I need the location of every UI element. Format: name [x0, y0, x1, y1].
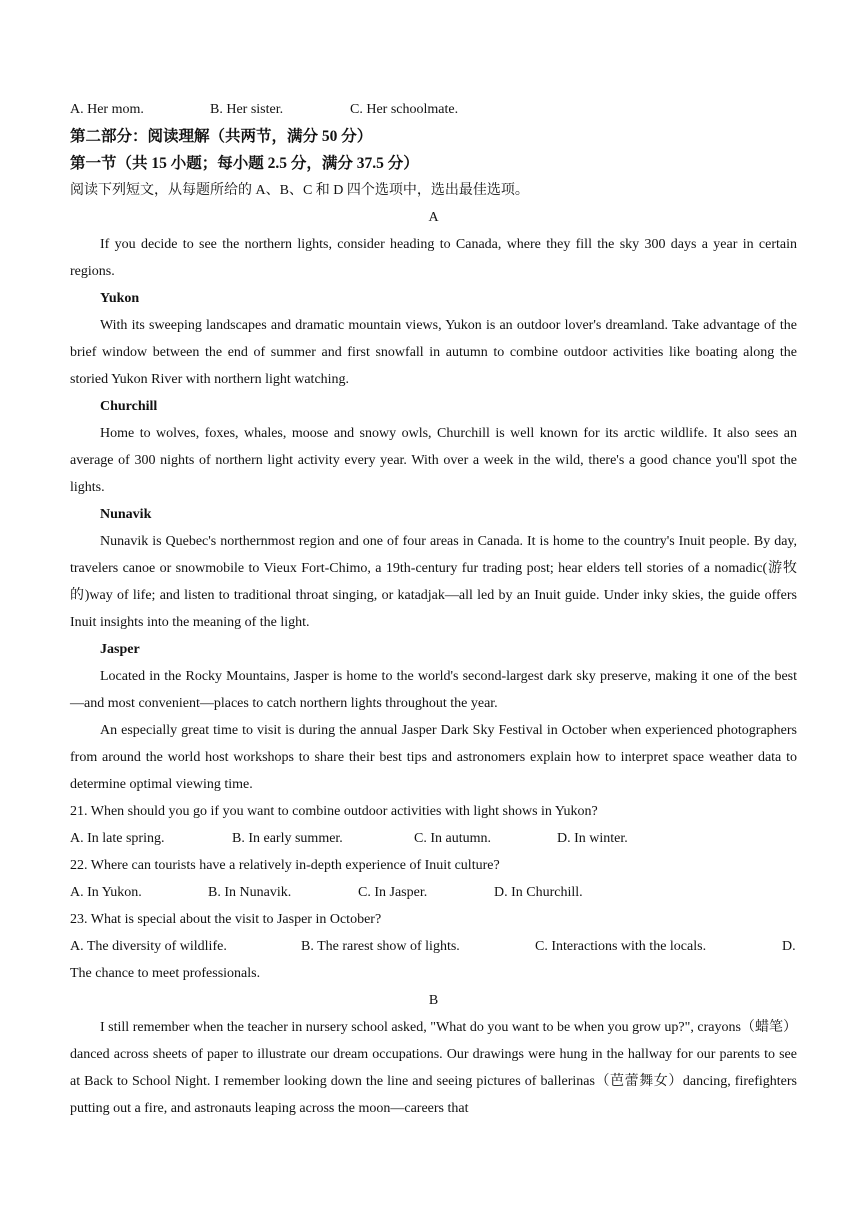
churchill-paragraph: Home to wolves, foxes, whales, moose and snowy owls, Churchill is well known for its arctic wildlife. It also sees an average of 300 nights of northern light activity every year. With over a week in the wild, there's a good chance you'll spot the lights. [70, 426, 797, 495]
previous-question-options [70, 96, 797, 123]
nunavik-paragraph: Nunavik is Quebec's northernmost region and one of four areas in Canada. It is home to the country's Inuit people. By day, travelers canoe or snowmobile to Vieux Fort-Chimo, a 19th-century fur trading post; hear elders tell stories of a nomadic(游牧的)way of life; and listen to traditional throat singing, or katadjak—all led by an Inuit guide. Under inky skies, the guide offers Inuit insights into the meaning of the light. [70, 534, 797, 630]
jasper-paragraph-1: Located in the Rocky Mountains, Jasper is home to the world's second-largest dark sky preserve, making it one of the best—and most convenient—places to catch northern lights throughout the year. [70, 669, 797, 711]
question-22-options [70, 879, 797, 906]
option-a: A. Her mom. [70, 102, 144, 117]
q22-option-c: C. In Jasper. [358, 885, 428, 900]
exam-page [70, 96, 797, 1122]
passage-a-intro: If you decide to see the northern lights, consider heading to Canada, where they fill the sky 300 days a year in certain regions. [70, 237, 797, 279]
jasper-heading: Jasper [100, 642, 140, 657]
q21-option-a: A. In late spring. [70, 831, 165, 846]
q22-option-b: B. In Nunavik. [208, 885, 292, 900]
jasper-paragraph-2: An especially great time to visit is during the annual Jasper Dark Sky Festival in October when experienced photographers from around the world host workshops to share their best tips and astronomers explain how to interpret space weather data to determine optimal viewing time. [70, 723, 797, 792]
passage-b-paragraph: I still remember when the teacher in nursery school asked, "What do you want to be when you grow up?", crayons（蜡笔）danced across sheets of paper to illustrate our dream occupations. Our drawings were hung in the hallway for our parents to see at Back to School Night. I remember looking down the line and seeing pictures of ballerinas（芭蕾舞女）dancing, firefighters putting out a fire, and astronauts leaping across the moon—careers that [70, 1020, 797, 1116]
option-c: C. Her schoolmate. [350, 102, 459, 117]
q23-option-b: B. The rarest show of lights. [301, 939, 460, 954]
passage-b-label: B [428, 993, 439, 1008]
q23-option-c: C. Interactions with the locals. [535, 939, 707, 954]
churchill-heading: Churchill [100, 399, 158, 414]
question-21-options [70, 825, 797, 852]
q21-option-c: C. In autumn. [414, 831, 491, 846]
q23-option-d: D. [782, 939, 796, 954]
q23-option-d-text: The chance to meet professionals. [70, 966, 261, 981]
yukon-paragraph: With its sweeping landscapes and dramatic mountain views, Yukon is an outdoor lover's dreamland. Take advantage of the brief window between the end of summer and first snowfall in autumn to combine outdoor activities like boating along the storied Yukon River with northern light watching. [70, 318, 797, 387]
part2-title: 第二部分：阅读理解（共两节，满分 50 分） [70, 128, 373, 145]
section1-title: 第一节（共 15 小题；每小题 2.5 分，满分 37.5 分） [70, 155, 419, 172]
q22-option-d: D. In Churchill. [494, 885, 583, 900]
instruction: 阅读下列短文，从每题所给的 A、B、C 和 D 四个选项中，选出最佳选项。 [70, 183, 529, 198]
yukon-heading: Yukon [100, 291, 140, 306]
q23-option-a: A. The diversity of wildlife. [70, 939, 227, 954]
nunavik-heading: Nunavik [100, 507, 152, 522]
q22-option-a: A. In Yukon. [70, 885, 142, 900]
option-b: B. Her sister. [210, 102, 284, 117]
q21-option-b: B. In early summer. [232, 831, 343, 846]
question-23-options [70, 933, 797, 960]
q21-option-d: D. In winter. [557, 831, 628, 846]
question-22-stem: 22. Where can tourists have a relatively in-depth experience of Inuit culture? [70, 858, 500, 873]
passage-a-label: A [428, 210, 439, 225]
question-21-stem: 21. When should you go if you want to combine outdoor activities with light shows in Yukon? [70, 804, 598, 819]
question-23-stem: 23. What is special about the visit to Jasper in October? [70, 912, 382, 927]
